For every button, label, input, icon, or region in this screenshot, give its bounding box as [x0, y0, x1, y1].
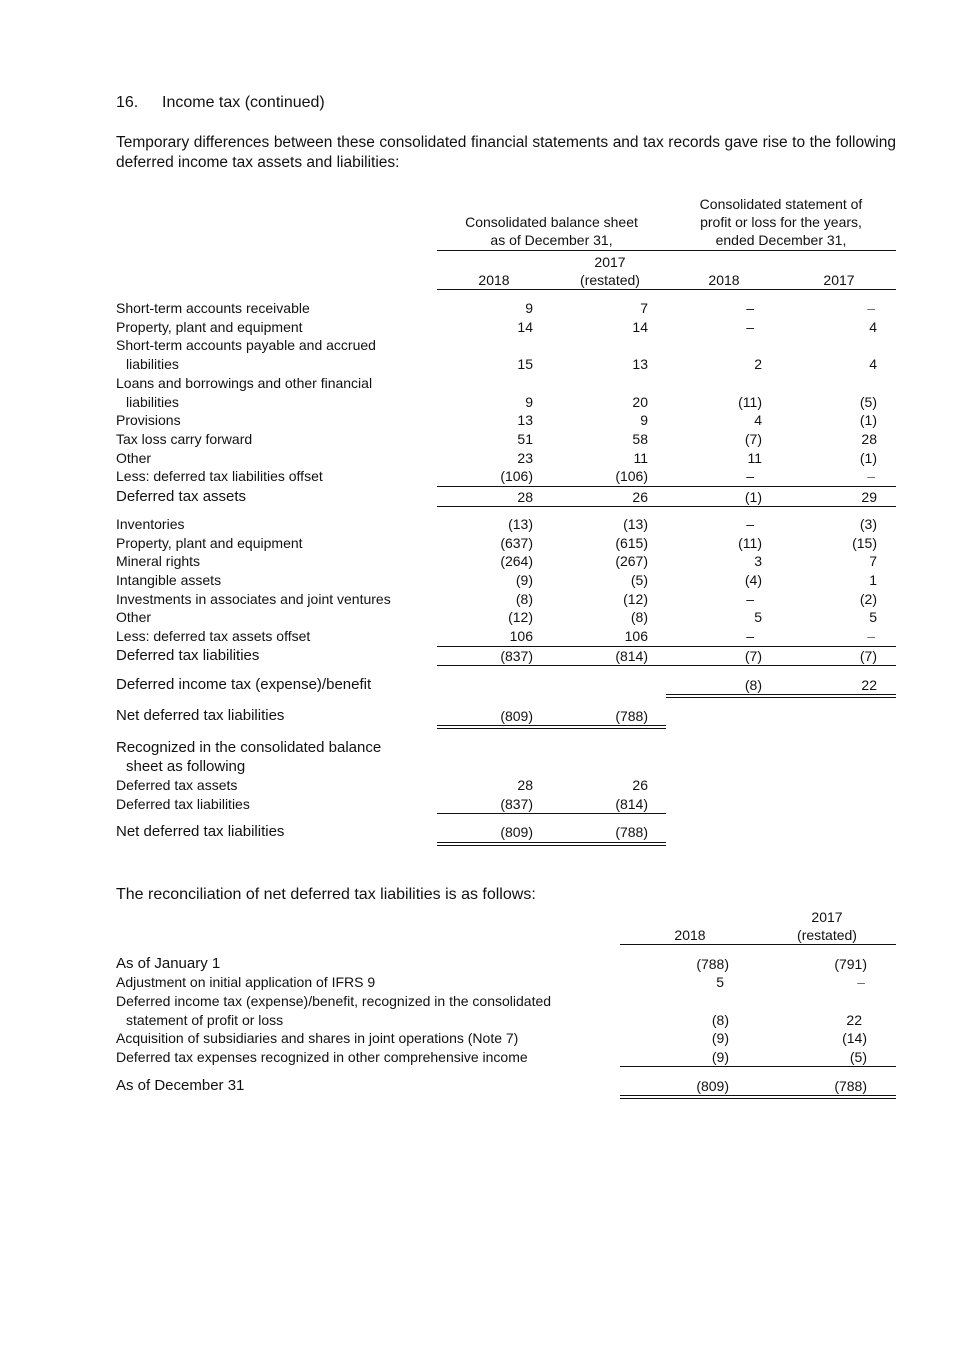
cell-bs2017: (615) [615, 535, 648, 551]
recognized-bs2017: 26 [632, 777, 648, 793]
cell-bs2018: (106) [500, 468, 533, 484]
cell-bs2017: (267) [615, 553, 648, 569]
cell-pl2017: – [867, 468, 875, 484]
bs-group-header [437, 213, 666, 249]
cell-bs2017: 20 [632, 394, 648, 410]
liabilities-total-rule [437, 665, 896, 666]
row-label: Loans and borrowings and other financial [116, 375, 373, 391]
expense-pl2018: (8) [744, 677, 762, 693]
assets-total-bs2018: 28 [517, 489, 533, 505]
cell-bs2018: 15 [517, 356, 533, 372]
cell-pl2018: – [746, 468, 754, 484]
recon-row-label: As of January 1 [116, 955, 221, 972]
recon-cell-2018: 5 [716, 974, 724, 990]
cell-bs2017: (12) [623, 591, 648, 607]
row-label: Short-term accounts payable and accrued [116, 337, 376, 353]
col-header-bs2017 [570, 253, 650, 289]
recon-cell-2018: (9) [711, 1030, 729, 1046]
cell-pl2018: (4) [744, 572, 762, 588]
net2-bs2018: (809) [500, 824, 533, 840]
recon-col-header-2017 [787, 908, 867, 944]
cell-pl2018: (7) [744, 431, 762, 447]
assets-subtotal-rule [437, 486, 896, 487]
liabilities-total-pl2018: (7) [744, 648, 762, 664]
assets-total-rule [437, 506, 896, 507]
cell-pl2018: 2 [754, 356, 762, 372]
cell-pl2018: 4 [754, 412, 762, 428]
cell-pl2017: 1 [869, 572, 877, 588]
section-title: Income tax (continued) [162, 94, 325, 111]
recon-row-label: Deferred income tax (expense)/benefit, recognized in the consolidated [116, 993, 552, 1009]
row-label: Other [116, 609, 152, 625]
liabilities-total-pl2017: (7) [859, 648, 877, 664]
recon-row-label-cont: statement of profit or loss [126, 1012, 284, 1028]
reconciliation-title: The reconciliation of net deferred tax liabilities is as follows: [116, 886, 536, 903]
col-header-bs2018: 2018 [478, 272, 510, 288]
cell-bs2018: 23 [517, 450, 533, 466]
cell-bs2018: 51 [517, 431, 533, 447]
recognized-bs2017: (814) [615, 796, 648, 812]
cell-pl2017: 5 [869, 609, 877, 625]
cell-bs2017: (8) [630, 609, 648, 625]
cell-pl2018: – [746, 591, 754, 607]
cell-bs2017: 58 [632, 431, 648, 447]
cell-pl2018: – [746, 516, 754, 532]
recon-cell-2018: (9) [711, 1049, 729, 1065]
net2-label: Net deferred tax liabilities [116, 823, 285, 840]
recon-col-header-2017-year: 2017 [811, 909, 843, 925]
expense-double-rule [666, 694, 896, 698]
cell-pl2018: – [746, 319, 754, 335]
cell-pl2017: (15) [852, 535, 877, 551]
recon-cell-2017: 22 [846, 1012, 862, 1028]
recognized-rule [437, 813, 666, 814]
recon-row-label: Acquisition of subsidiaries and shares in joint operations (Note 7) [116, 1030, 519, 1046]
cell-pl2017: – [867, 628, 875, 644]
recon-cell-2017: (5) [849, 1049, 867, 1065]
cell-pl2017: (2) [859, 591, 877, 607]
cell-pl2017: (1) [859, 450, 877, 466]
net2-bs2017: (788) [615, 824, 648, 840]
cell-bs2018: (8) [515, 591, 533, 607]
cell-bs2018: (264) [500, 553, 533, 569]
cell-bs2017: (13) [623, 516, 648, 532]
row-label: Investments in associates and joint ventures [116, 591, 391, 607]
col-header-rule [437, 289, 896, 290]
cell-pl2017: 28 [861, 431, 877, 447]
net1-bs2018: (809) [500, 708, 533, 724]
cell-pl2017: 4 [869, 319, 877, 335]
cell-bs2018: 9 [525, 300, 533, 316]
row-label: Provisions [116, 412, 181, 428]
recon-cell-2017: – [857, 974, 865, 990]
col-header-bs2017-year: 2017 [594, 254, 626, 270]
intro-paragraph: Temporary differences between these consolidated financial statements and tax records gave rise to the following deferred income tax assets and liabilities: [116, 134, 896, 171]
cell-bs2018: (13) [508, 516, 533, 532]
cell-bs2017: 14 [632, 319, 648, 335]
row-label: Mineral rights [116, 553, 201, 569]
recon-row-label: Adjustment on initial application of IFRS 9 [116, 974, 376, 990]
pl-group-header [666, 195, 896, 249]
expense-pl2017: 22 [861, 677, 877, 693]
recognized-heading-cont: sheet as following [126, 758, 246, 775]
recognized-row-label: Deferred tax assets [116, 777, 238, 793]
cell-bs2018: (637) [500, 535, 533, 551]
cell-pl2018: – [746, 628, 754, 644]
cell-pl2017: 4 [869, 356, 877, 372]
recon-cell-2017: (791) [834, 956, 867, 972]
liabilities-total-label: Deferred tax liabilities [116, 647, 260, 664]
pl-header-rule [666, 250, 896, 251]
cell-pl2017: (3) [859, 516, 877, 532]
cell-pl2017: – [867, 300, 875, 316]
cell-bs2018: 9 [525, 394, 533, 410]
cell-pl2017: (1) [859, 412, 877, 428]
row-label: Short-term accounts receivable [116, 300, 310, 316]
recon-total-2018: (809) [696, 1078, 729, 1094]
assets-total-label: Deferred tax assets [116, 488, 247, 505]
cell-bs2018: 13 [517, 412, 533, 428]
col-header-bs2017-note: (restated) [580, 272, 640, 288]
col-header-pl2018: 2018 [708, 272, 740, 288]
assets-total-pl2018: (1) [744, 489, 762, 505]
cell-pl2017: (5) [859, 394, 877, 410]
row-label: Less: deferred tax assets offset [116, 628, 311, 644]
cell-bs2018: 14 [517, 319, 533, 335]
recon-total-2017: (788) [834, 1078, 867, 1094]
col-header-pl2017: 2017 [823, 272, 855, 288]
row-label: Property, plant and equipment [116, 319, 303, 335]
cell-bs2018: (9) [515, 572, 533, 588]
row-label: Intangible assets [116, 572, 222, 588]
expense-label: Deferred income tax (expense)/benefit [116, 676, 372, 693]
cell-bs2017: (5) [630, 572, 648, 588]
recon-cell-2018: (788) [696, 956, 729, 972]
cell-pl2018: 11 [747, 450, 762, 466]
row-label-cont: liabilities [126, 356, 179, 372]
recon-total-label: As of December 31 [116, 1077, 245, 1094]
net1-double-rule [437, 725, 666, 729]
recon-cell-2017: (14) [842, 1030, 867, 1046]
row-label: Less: deferred tax liabilities offset [116, 468, 323, 484]
cell-bs2018: (12) [508, 609, 533, 625]
liabilities-total-bs2017: (814) [615, 648, 648, 664]
recon-header-rule [620, 944, 896, 945]
bs-header-rule [437, 250, 666, 251]
pl-header-line1: Consolidated statement of [699, 196, 863, 212]
row-label: Property, plant and equipment [116, 535, 303, 551]
cell-pl2018: 3 [754, 553, 762, 569]
recognized-row-label: Deferred tax liabilities [116, 796, 250, 812]
recognized-bs2018: (837) [500, 796, 533, 812]
cell-pl2018: – [746, 300, 754, 316]
bs-header-line2: as of December 31, [490, 232, 613, 248]
cell-bs2017: 13 [632, 356, 648, 372]
recognized-bs2018: 28 [517, 777, 533, 793]
cell-bs2017: 106 [624, 628, 648, 644]
cell-bs2017: (106) [615, 468, 648, 484]
recon-col-header-2018: 2018 [674, 927, 706, 943]
cell-bs2017: 9 [640, 412, 648, 428]
pl-header-line3: ended December 31, [715, 232, 847, 248]
cell-bs2017: 7 [640, 300, 648, 316]
recon-subtotal-rule [620, 1066, 896, 1067]
assets-total-bs2017: 26 [632, 489, 648, 505]
section-heading [116, 94, 325, 112]
net1-bs2017: (788) [615, 708, 648, 724]
net1-label: Net deferred tax liabilities [116, 707, 285, 724]
row-label-cont: liabilities [126, 394, 179, 410]
cell-bs2017: 11 [633, 450, 648, 466]
row-label: Inventories [116, 516, 185, 532]
cell-pl2017: 7 [869, 553, 877, 569]
recon-col-header-2017-note: (restated) [797, 927, 857, 943]
recognized-heading: Recognized in the consolidated balance [116, 739, 382, 756]
cell-pl2018: 5 [754, 609, 762, 625]
section-number: 16. [116, 94, 139, 111]
cell-pl2018: (11) [738, 394, 762, 410]
pl-header-line2: profit or loss for the years, [700, 214, 862, 230]
bs-header-line1: Consolidated balance sheet [465, 214, 638, 230]
row-label: Tax loss carry forward [116, 431, 253, 447]
cell-bs2018: 106 [509, 628, 533, 644]
recon-row-label: Deferred tax expenses recognized in other comprehensive income [116, 1049, 528, 1065]
net2-double-rule [437, 842, 666, 846]
cell-pl2018: (11) [738, 535, 762, 551]
recon-total-double-rule [620, 1095, 896, 1099]
liabilities-total-bs2018: (837) [500, 648, 533, 664]
assets-total-pl2017: 29 [861, 489, 877, 505]
recon-cell-2018: (8) [711, 1012, 729, 1028]
row-label: Other [116, 450, 152, 466]
